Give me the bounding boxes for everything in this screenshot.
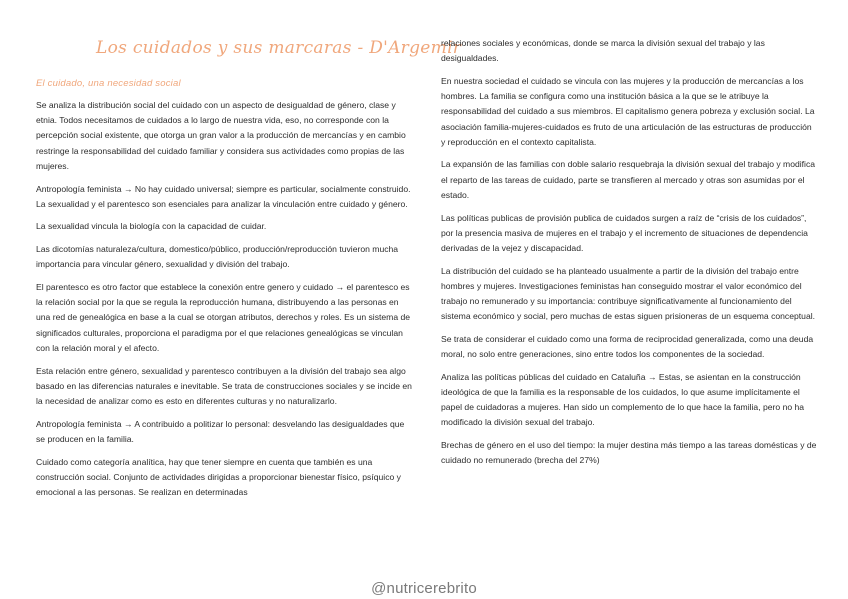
paragraph: Analiza las políticas públicas del cuidado en Cataluña → Estas, se asientan en la construcción ideológica de que la familia es la responsable de los cuidados, lo que asume implícitamente el papel de cuidadoras a mujeres. Han sido un complemento de lo que hace la familia, pero no ha modificado la división sexual del trabajo. — [441, 371, 805, 428]
paragraph: La sexualidad vincula la biología con la capacidad de cuidar. — [36, 221, 267, 232]
paragraph: Las dicotomías naturaleza/cultura, domestico/público, producción/reproducción tuvieron mucha importancia para vincular género, sexualidad y división del trabajo. — [36, 244, 399, 270]
paragraph: Antropología feminista → A contribuido a politizar lo personal: desvelando las desigualdades que se producen en la familia. — [36, 418, 405, 444]
paragraph: Antropología feminista → No hay cuidado universal; siempre es particular, socialmente construido. La sexualidad y el parentesco son esenciales para analizar la vinculación entre cuidado y género. — [36, 183, 411, 209]
watermark: @nutricerebrito — [371, 580, 477, 597]
left-column — [36, 98, 412, 508]
page-title: Los cuidados y sus marcaras - D'Argemir — [96, 38, 462, 58]
paragraph: La distribución del cuidado se ha planteado usualmente a partir de la división del trabajo entre hombres y mujeres. Investigaciones feministas han conseguido mostrar el valor económico del trabajo no remunerado y su importancia: contribuye significativamente al funcionamiento del sistema económico y social, pero muchas de estas siguen prisioneras de un esquema conceptual. — [441, 265, 816, 322]
paragraph: Esta relación entre género, sexualidad y parentesco contribuyen a la división del trabajo sea algo basado en las diferencias naturales e inevitable. Se trata de construcciones sociales y se incide en la necesidad de analizar como es esto en diferentes culturas y no naturalizarlo. — [36, 365, 412, 406]
paragraph: Cuidado como categoría analítica, hay que tener siempre en cuenta que también es una construcción social. Conjunto de actividades dirigidas a proporcionar bienestar físico, psíquico y emocional a las personas. Se realizan en determinadas — [36, 456, 401, 497]
paragraph: Las políticas publicas de provisión publica de cuidados surgen a raíz de “crisis de los cuidados”, por la presencia masiva de mujeres en el trabajo y el incremento de situaciones de dependencia derivadas de la vejez y discapacidad. — [441, 212, 808, 253]
section-subtitle: El cuidado, una necesidad social — [36, 78, 181, 89]
paragraph: La expansión de las familias con doble salario resquebraja la división sexual del trabajo y modifica el reparto de las tareas de cuidado, parte se transfieren al mercado y otras son asumidas por el estado. — [441, 159, 816, 200]
paragraph: Brechas de género en el uso del tiempo: la mujer destina más tiempo a las tareas domésticas y de cuidado no remunerado (brecha del 27%) — [441, 440, 817, 466]
paragraph: Se trata de considerar el cuidado como una forma de reciprocidad generalizada, como una deuda moral, no solo entre generaciones, sino entre todos los componentes de la sociedad. — [441, 333, 814, 360]
right-column — [441, 36, 817, 476]
paragraph: El parentesco es otro factor que establece la conexión entre genero y cuidado → el parentesco es la relación social por la que se regula la reproducción humana, distribuyendo a las personas en una red de genealógica en base a la cual se otorgan atributos, derechos y roles. Es un sistema de significados culturales, proporciona el paradigma por el que relaciones genealógicas se vinculan con la relación moral y el afecto. — [36, 282, 411, 353]
paragraph: Se analiza la distribución social del cuidado con un aspecto de desigualdad de género, clase y etnia. Todos necesitamos de cuidados a lo largo de nuestra vida, eso, no corresponde con la percepción social existente, que otorga un gran valor a la producción de mercancías y en cambio restringe la responsabilidad del cuidado familiar y considera sus actividades como propias de las mujeres. — [36, 100, 406, 171]
paragraph: relaciones sociales y económicas, donde se marca la división sexual del trabajo y las desigualdades. — [441, 38, 765, 64]
paragraph: En nuestra sociedad el cuidado se vincula con las mujeres y la producción de mercancías a los hombres. La familia se configura como una institución básica a la que se le atribuye la responsabilidad del cuidado a sus miembros. El capitalismo genera pobreza y exclusión social. La asociación familia-mujeres-cuidados es fruto de una articulación de las estructuras de producción y reproducción en el contexto capitalista. — [441, 75, 815, 147]
